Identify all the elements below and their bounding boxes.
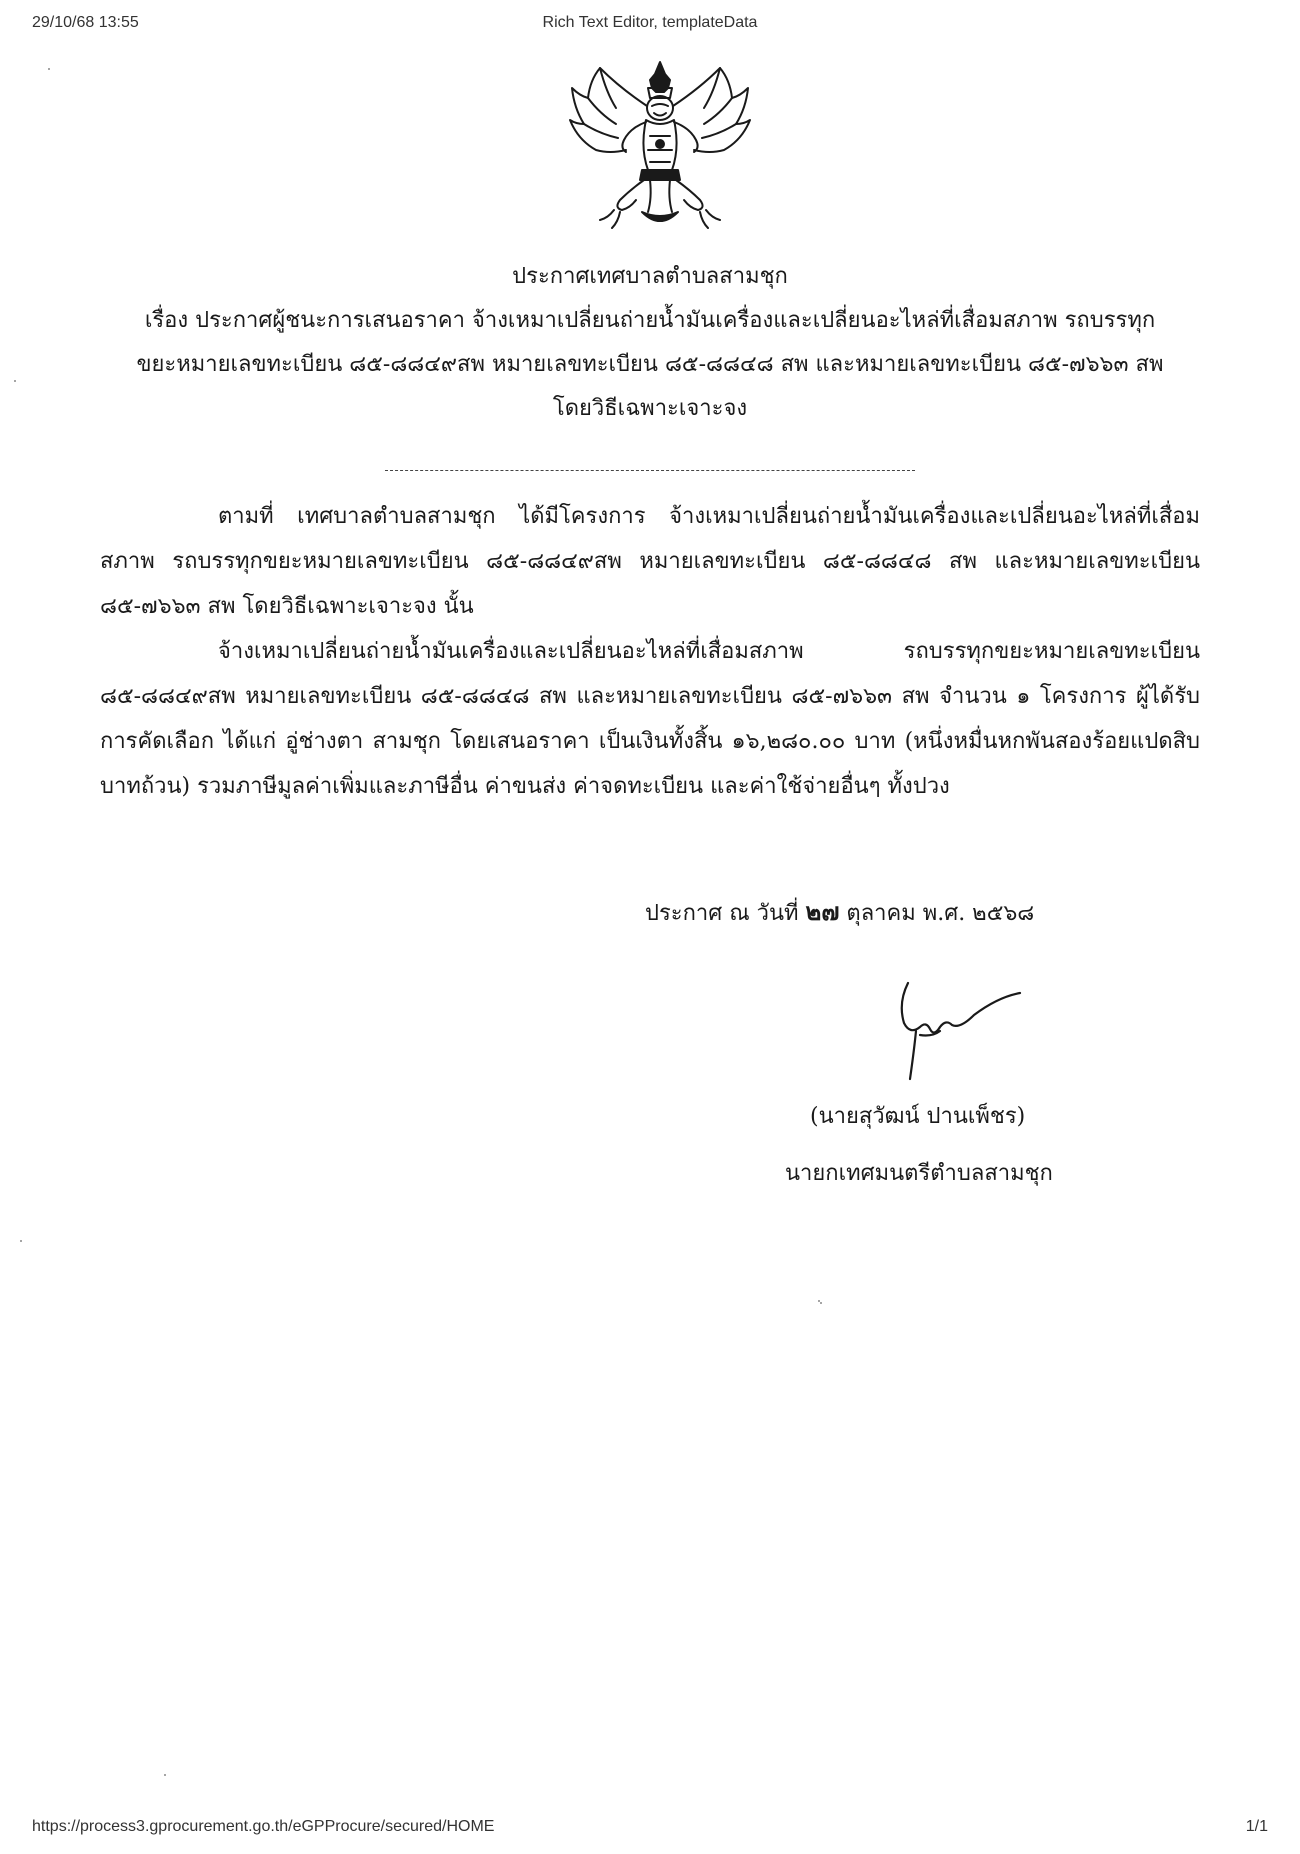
announce-date — [645, 892, 1034, 931]
document-body — [100, 494, 1200, 809]
garuda-emblem-icon — [560, 58, 760, 234]
announce-date-day: ๒๗ — [805, 897, 840, 926]
signer-position: นายกเทศมนตรีตำบลสามชุก — [785, 1161, 1053, 1186]
print-header-title: Rich Text Editor, templateData — [542, 14, 758, 31]
body-paragraph-project: ตามที่ เทศบาลตำบลสามชุก ได้มีโครงการ จ้างเหมาเปลี่ยนถ่ายน้ำมันเครื่องและเปลี่ยนอะไหล่ที่เสื่อมสภาพ รถบรรทุกขยะหมายเลขทะเบียน ๘๕-๘๘๔๙สพ หมายเลขทะเบียน ๘๕-๘๘๔๘ สพ และหมายเลขทะเบียน ๘๕-๗๖๖๓ สพ โดยวิธีเฉพาะเจาะจง นั้น — [100, 504, 1200, 619]
scan-speck — [164, 1774, 166, 1776]
scan-speck — [818, 1300, 820, 1302]
print-footer-url: https://process3.gprocurement.go.th/eGPProcure/secured/HOME — [32, 1818, 495, 1835]
signer-name: (นายสุวัฒน์ ปานเพ็ชร) — [810, 1104, 1026, 1129]
scan-speck — [48, 68, 50, 70]
title-line-subject-cont: ขยะหมายเลขทะเบียน ๘๕-๘๘๔๙สพ หมายเลขทะเบียน ๘๕-๘๘๔๘ สพ และหมายเลขทะเบียน ๘๕-๗๖๖๓ สพ — [136, 352, 1164, 377]
handwritten-signature-icon — [880, 975, 1030, 1085]
scan-speck — [20, 1240, 22, 1242]
body-paragraph-winner: จ้างเหมาเปลี่ยนถ่ายน้ำมันเครื่องและเปลี่ยนอะไหล่ที่เสื่อมสภาพ รถบรรทุกขยะหมายเลขทะเบียน ๘๕-๘๘๔๙สพ หมายเลขทะเบียน ๘๕-๘๘๔๘ สพ และหมายเลขทะเบียน ๘๕-๗๖๖๓ สพ จำนวน ๑ โครงการ ผู้ได้รับการคัดเลือก ได้แก่ อู่ช่างตา สามชุก โดยเสนอราคา เป็นเงินทั้งสิ้น ๑๖,๒๘๐.๐๐ บาท (หนึ่งหมื่นหกพันสองร้อยแปดสิบบาทถ้วน) รวมภาษีมูลค่าเพิ่มและภาษีอื่น ค่าขนส่ง ค่าจดทะเบียน และค่าใช้จ่ายอื่นๆ ทั้งปวง — [100, 639, 1200, 799]
scan-speck — [820, 1302, 822, 1304]
title-line-issuer: ประกาศเทศบาลตำบลสามชุก — [512, 264, 788, 289]
document-title — [90, 255, 1210, 431]
title-divider — [385, 470, 915, 471]
title-line-method: โดยวิธีเฉพาะเจาะจง — [552, 396, 748, 421]
title-line-subject: เรื่อง ประกาศผู้ชนะการเสนอราคา จ้างเหมาเปลี่ยนถ่ายน้ำมันเครื่องและเปลี่ยนอะไหล่ที่เสื่อมสภาพ รถบรรทุก — [144, 308, 1156, 333]
print-datetime: 29/10/68 13:55 — [32, 14, 139, 31]
announce-date-prefix: ประกาศ ณ วันที่ — [645, 901, 799, 926]
announce-date-month-year: ตุลาคม พ.ศ. ๒๕๖๘ — [846, 901, 1035, 926]
print-footer-page: 1/1 — [1245, 1818, 1268, 1835]
scan-speck — [14, 380, 16, 382]
